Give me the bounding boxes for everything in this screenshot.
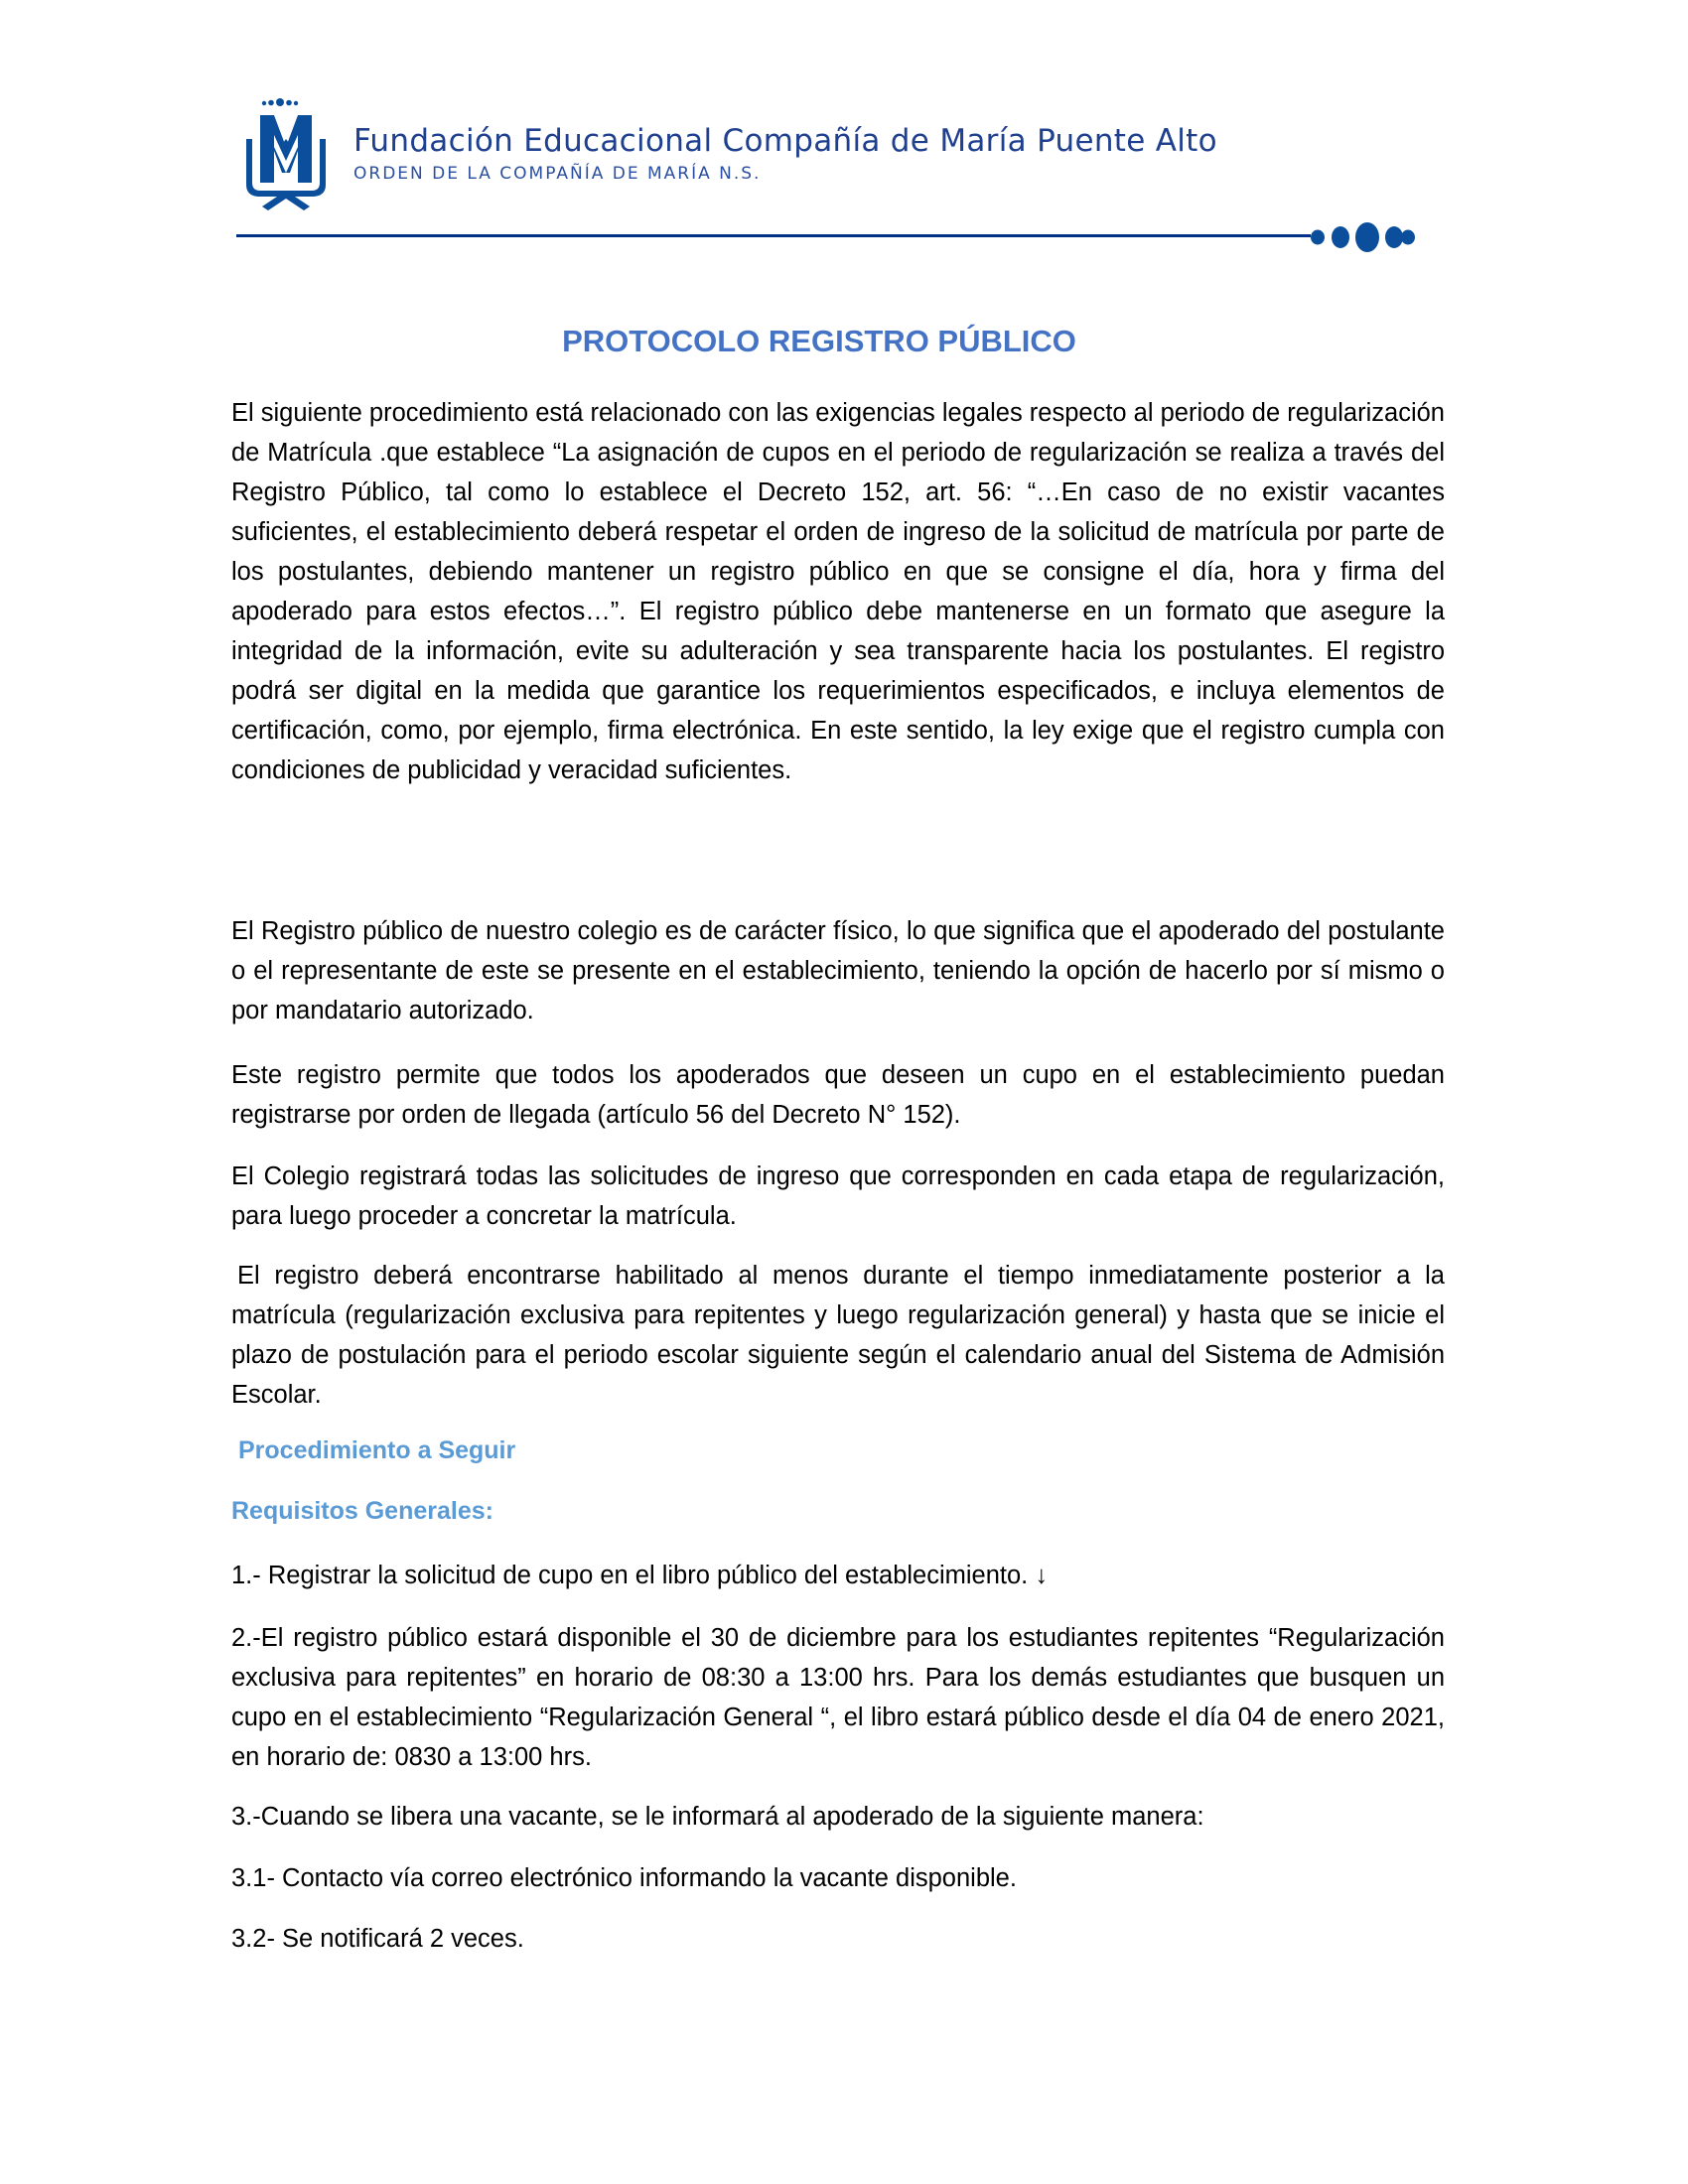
- list-item: 2.-El registro público estará disponible el 30 de diciembre para los estudiantes repitentes “Regularización exclusiva para repitentes” en horario de 08:30 a 13:00 hrs. Para los demás estudiantes que busquen un cupo en el establecimiento “Regularización General “, el libro estará público desde el día 04 de enero 2021, en horario de: 0830 a 13:00 hrs.: [231, 1624, 1445, 1771]
- section-heading-procedure: Procedimiento a Seguir: [238, 1436, 516, 1464]
- document-title: PROTOCOLO REGISTRO PÚBLICO: [562, 324, 1076, 358]
- paragraph-enabled-period: El registro deberá encontrarse habilitado al menos durante el tiempo inmediatamente posterior a la matrícula (regularización exclusiva para repitentes y luego regularización general) y hasta que se inicie el plazo de postulación para el periodo escolar siguiente según el calendario anual del Sistema de Admisión Escolar.: [231, 1262, 1445, 1409]
- list-item: 3.-Cuando se libera una vacante, se le informará al apoderado de la siguiente manera:: [231, 1803, 1204, 1831]
- list-item: 3.2- Se notificará 2 veces.: [231, 1925, 524, 1953]
- header-divider: [236, 234, 1311, 237]
- section-heading-requirements: Requisitos Generales:: [231, 1497, 493, 1525]
- paragraph-arrival-order: Este registro permite que todos los apoderados que deseen un cupo en el establecimiento puedan registrarse por orden de llegada (artículo 56 del Decreto N° 152).: [231, 1061, 1445, 1129]
- paragraph-intro: El siguiente procedimiento está relacionado con las exigencias legales respecto al periodo de regularización de Matrícula .que establece “La asignación de cupos en el periodo de regularización se realiza a través del Registro Público, tal como lo establece el Decreto 152, art. 56: “…En caso de no existir vacantes suficientes, el establecimiento deberá respetar el orden de ingreso de la solicitud de matrícula por parte de los postulantes, debiendo mantener un registro público en que se consigne el día, hora y firma del apoderado para estos efectos…”. El registro público debe mantenerse en un formato que asegure la integridad de la información, evite su adulteración y sea transparente hacia los postulantes. El registro podrá ser digital en la medida que garantice los requerimientos especificados, e incluya elementos de certificación, como, por ejemplo, firma electrónica. En este sentido, la ley exige que el registro cumpla con condiciones de publicidad y veracidad suficientes.: [231, 399, 1445, 784]
- organization-name: Fundación Educacional Compañía de María Puente Alto: [353, 123, 1217, 159]
- paragraph-physical-register: El Registro público de nuestro colegio es de carácter físico, lo que significa que el apoderado del postulante o el representante de este se presente en el establecimiento, teniendo la opción de hacerlo por sí mismo o por mandatario autorizado.: [231, 917, 1445, 1024]
- list-item: 3.1- Contacto vía correo electrónico informando la vacante disponible.: [231, 1864, 1017, 1892]
- list-item: 1.- Registrar la solicitud de cupo en el libro público del establecimiento. ↓: [231, 1562, 1049, 1589]
- paragraph-school-registers: El Colegio registrará todas las solicitudes de ingreso que corresponden en cada etapa de regularización, para luego proceder a concretar la matrícula.: [231, 1162, 1445, 1230]
- five-dots-ornament-icon: [1286, 220, 1415, 254]
- organization-subtitle: ORDEN DE LA COMPAÑÍA DE MARÍA N.S.: [353, 164, 762, 184]
- compania-de-maria-logo-icon: [238, 95, 334, 212]
